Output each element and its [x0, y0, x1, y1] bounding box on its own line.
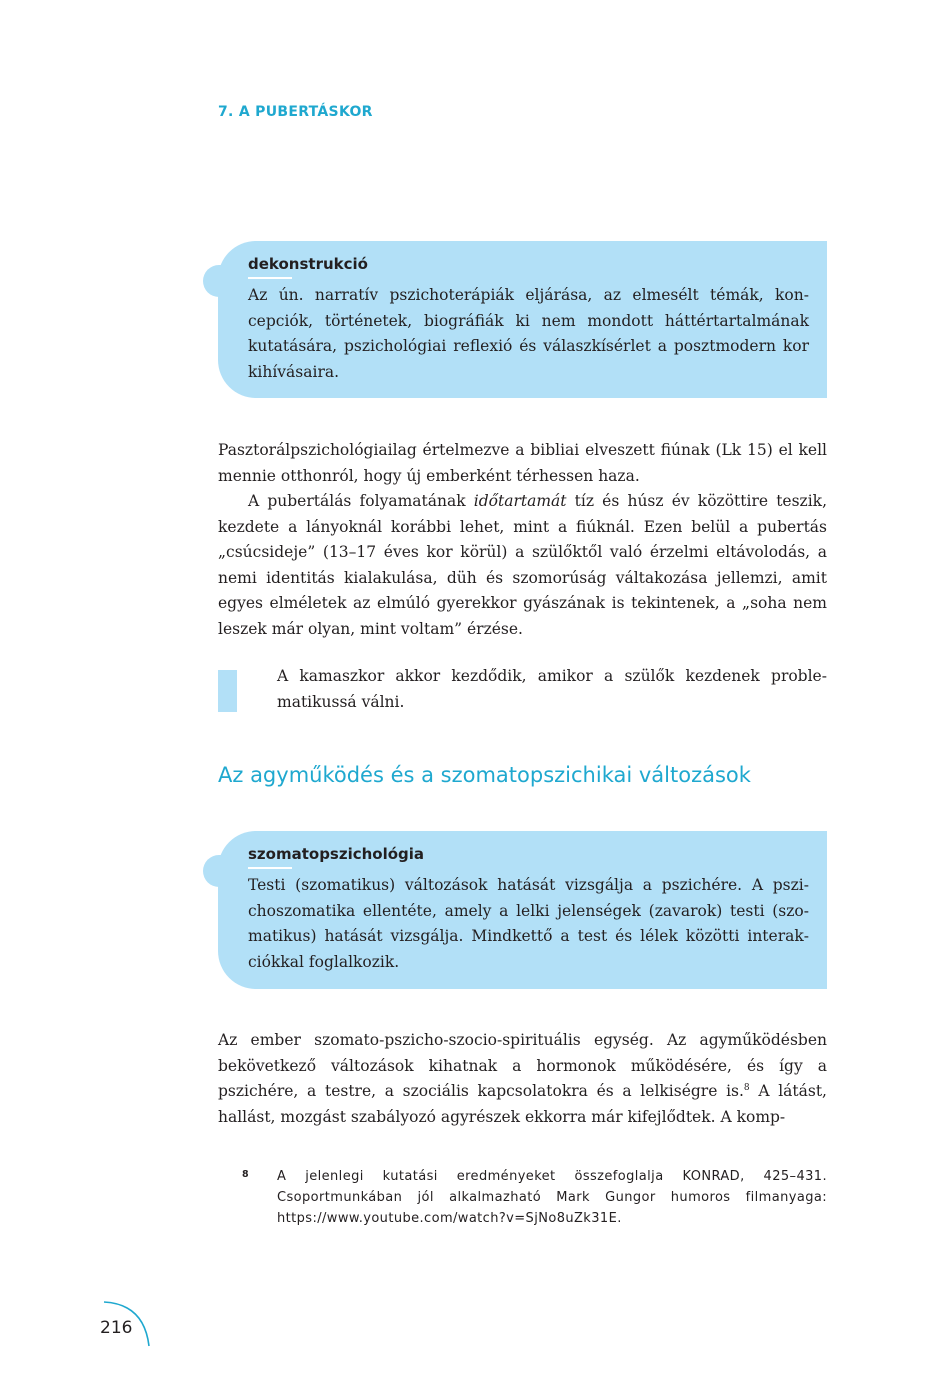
footnote-mark: 8 — [242, 1169, 250, 1180]
paragraph-text: tíz és húsz év közöttire teszik, kezdete a lányoknál korábbi lehet, mint a fiúknál. Ezen belül a pubertás „csúcsideje” (13–17 éves kor körül) a szülőktől való érzelmi eltávolodás, a nemi identitás kialakulása, düh és szomorúság váltakozása jellemzi, amit egyes elméletek az elmúló gyerekkor gyászának is tekintenek, a „soha nem leszek már olyan, mint voltam” érzése. — [218, 492, 827, 638]
footnote-reference: 8 — [743, 1082, 750, 1093]
definition-text: Testi (szomatikus) változások hatását vizsgálja a pszichére. A pszichoszomatika ellentéte, amely a lelki jelenségek (zavarok) testi (szomatikus) hatását vizsgálja. Mindkettő a test és lélek közötti interakciókkal foglalkozik. — [248, 876, 809, 971]
page-number: 216 — [100, 1318, 133, 1338]
paragraph-text: A látást, hallást, mozgást szabályozó agyrészek ekkorra már kifejlődtek. A komp- — [218, 1082, 827, 1126]
paragraph — [218, 1028, 827, 1130]
quote-bar — [218, 670, 237, 712]
running-head: 7. A PUBERTÁSKOR — [218, 104, 373, 120]
definition-text: Az ún. narratív pszichoterápiák eljárása, az elmesélt témák, koncepciók, történetek, biográfiák ki nem mondott háttértartalmának kutatására, pszichológiai reflexió és válaszkísérlet a posztmodern kor kihívásaira. — [248, 286, 809, 381]
definition-term: szomatopszichológia — [248, 843, 809, 865]
paragraph-text: A pubertálás folyamatának — [248, 492, 474, 510]
quote-text: A kamaszkor akkor kezdődik, amikor a szülők kezdenek problematikussá válni. — [277, 667, 827, 711]
definition-term: dekonstrukció — [248, 253, 809, 275]
definition-box-szomatopszichologia — [218, 831, 827, 989]
paragraph: Pasztorálpszichológiailag értelmezve a bibliai elveszett fiúnak (Lk 15) el kell mennie otthonról, hogy új emberként térhessen haza. — [218, 441, 827, 485]
section-heading: Az agyműködés és a szomatopszichikai változások — [218, 763, 751, 787]
footnote-text: A jelenlegi kutatási eredményeket összefoglalja KONRAD, 425–431. Csoportmunkában jól alkalmazható Mark Gungor humoros filmanyaga: https://www.youtube.com/watch?v=SjNo8uZk31E. — [277, 1169, 827, 1226]
body-text-block-1 — [218, 438, 827, 642]
pull-quote — [218, 664, 827, 714]
paragraph-text: Az ember szomato-pszicho-szocio-spirituális egység. Az agyműködésben bekövetkező változások kihatnak a hormonok működésére, és így a pszichére, a testre, a szociális kapcsolatokra és a lelkiségre is. — [218, 1031, 827, 1100]
definition-box-dekonstrukcio — [218, 241, 827, 398]
body-text-block-2 — [218, 1028, 827, 1130]
paragraph — [218, 489, 827, 642]
emphasis-text: időtartamát — [473, 492, 567, 510]
footnote — [242, 1166, 827, 1229]
